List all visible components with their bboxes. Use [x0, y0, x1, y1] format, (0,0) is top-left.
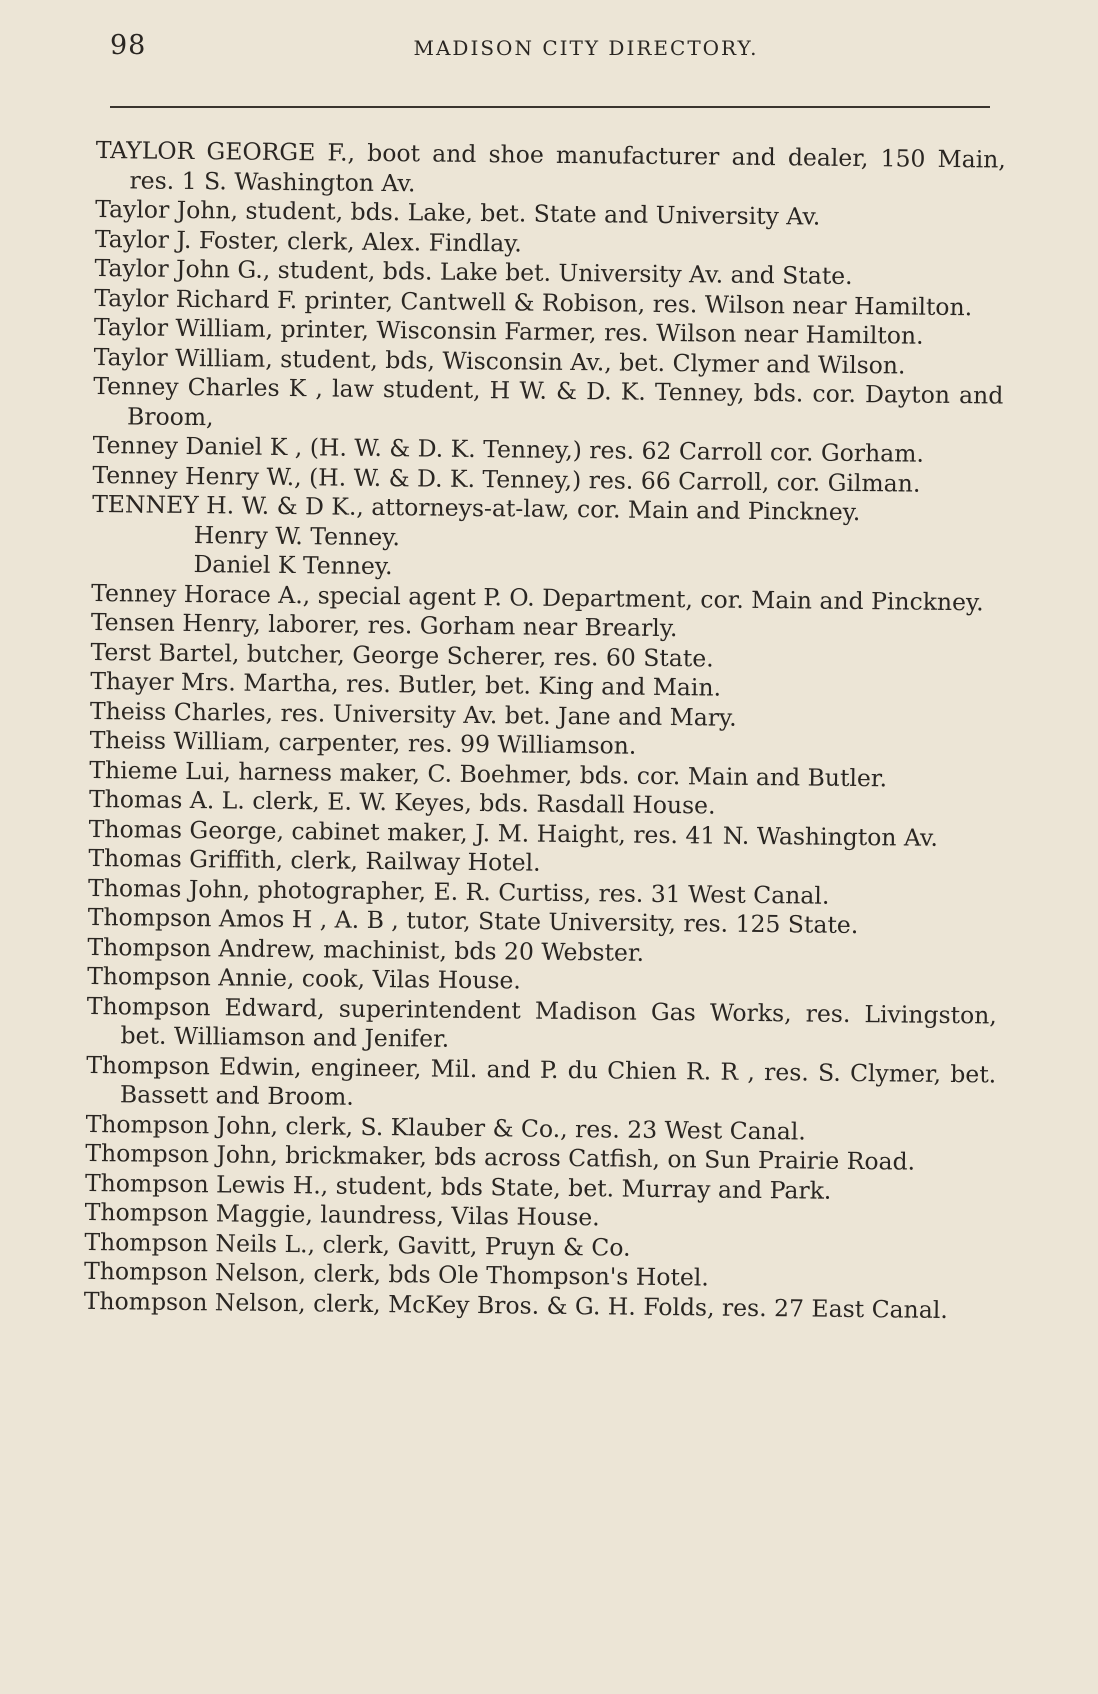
directory-entry: Tenney Horace A., special agent P. O. Department, cor. Main and Pinckney. — [91, 578, 984, 616]
directory-entry: Thompson John, brickmaker, bds across Catfish, on Sun Prairie Road. — [85, 1138, 916, 1176]
directory-entry: Theiss William, carpenter, res. 99 Williamson. — [89, 725, 637, 760]
directory-entry: Taylor William, student, bds, Wisconsin Av., bet. Clymer and Wilson. — [93, 342, 906, 379]
directory-entry: Thompson Nelson, clerk, McKey Bros. & G. H. Folds, res. 27 East Canal. — [83, 1286, 948, 1324]
directory-entry: Tenney Charles K , law student, H W. & D. K. Tenney, bds. cor. Dayton and Broom, — [93, 371, 1004, 431]
directory-entry: Thomas John, photographer, E. R. Curtiss, res. 31 West Canal. — [87, 873, 830, 910]
firm-member-entry: Henry W. Tenney. — [193, 520, 401, 551]
page-header — [110, 24, 1002, 64]
directory-entry: Thompson Nelson, clerk, bds Ole Thompson's Hotel. — [83, 1256, 709, 1292]
directory-entries — [84, 136, 1006, 1325]
directory-entry: Terst Bartel, butcher, George Scherer, res. 60 State. — [90, 637, 714, 672]
directory-entry: Thomas A. L. clerk, E. W. Keyes, bds. Rasdall House. — [88, 784, 716, 820]
directory-entry: Thompson John, clerk, S. Klauber & Co., res. 23 West Canal. — [85, 1109, 806, 1145]
directory-entry: Thompson Amos H , A. B , tutor, State University, res. 125 State. — [87, 902, 859, 940]
directory-entry: Thompson Andrew, machinist, bds 20 Webster. — [87, 932, 645, 967]
header-rule — [110, 106, 990, 108]
running-title: MADISON CITY DIRECTORY. — [413, 36, 759, 60]
directory-entry: Thomas George, cabinet maker, J. M. Haight, res. 41 N. Washington Av. — [88, 814, 939, 852]
directory-entry: Theiss Charles, res. University Av. bet. Jane and Mary. — [89, 696, 737, 732]
directory-entry: Thompson Maggie, laundress, Vilas House. — [84, 1197, 600, 1232]
directory-entry: Taylor J. Foster, clerk, Alex. Findlay. — [94, 224, 523, 257]
directory-entry: Tenney Daniel K , (H. W. & D. K. Tenney,) res. 62 Carroll cor. Gorham. — [92, 430, 925, 468]
directory-entry: Taylor John G., student, bds. Lake bet. University Av. and State. — [94, 253, 853, 290]
directory-entry: Taylor Richard F. printer, Cantwell & Robison, res. Wilson near Hamilton. — [94, 283, 973, 321]
directory-entry: Thompson Edward, superintendent Madison Gas Works, res. Livingston, bet. Williamson and Jenifer. — [86, 991, 997, 1053]
directory-entry: Taylor William, printer, Wisconsin Farmer, res. Wilson near Hamilton. — [93, 312, 924, 350]
page-number: 98 — [110, 30, 147, 61]
directory-entry: TAYLOR GEORGE F., boot and shoe manufacturer and dealer, 150 Main, res. 1 S. Washington Av. — [95, 136, 1006, 197]
directory-entry: Thompson Annie, cook, Vilas House. — [87, 961, 522, 995]
firm-member-entry: Daniel K Tenney. — [193, 550, 393, 581]
directory-entry: TENNEY H. W. & D K., attorneys-at-law, cor. Main and Pinckney. — [91, 489, 861, 527]
directory-entry: Thompson Lewis H., student, bds State, bet. Murray and Park. — [84, 1168, 832, 1205]
directory-entry: Thayer Mrs. Martha, res. Butler, bet. King and Main. — [90, 666, 722, 702]
directory-entry: Tenney Henry W., (H. W. & D. K. Tenney,) res. 66 Carroll, cor. Gilman. — [92, 460, 921, 498]
directory-entry: Taylor John, student, bds. Lake, bet. State and University Av. — [95, 194, 821, 231]
directory-entry: Tensen Henry, laborer, res. Gorham near Brearly. — [90, 607, 678, 643]
directory-entry: Thompson Neils L., clerk, Gavitt, Pruyn & Co. — [84, 1227, 631, 1262]
directory-entry: Thieme Lui, harness maker, C. Boehmer, bds. cor. Main and Butler. — [89, 755, 888, 792]
directory-entry: Thomas Griffith, clerk, Railway Hotel. — [88, 843, 541, 877]
directory-entry: Thompson Edwin, engineer, Mil. and P. du Chien R. R , res. S. Clymer, bet. Bassett and Broom. — [86, 1050, 997, 1111]
